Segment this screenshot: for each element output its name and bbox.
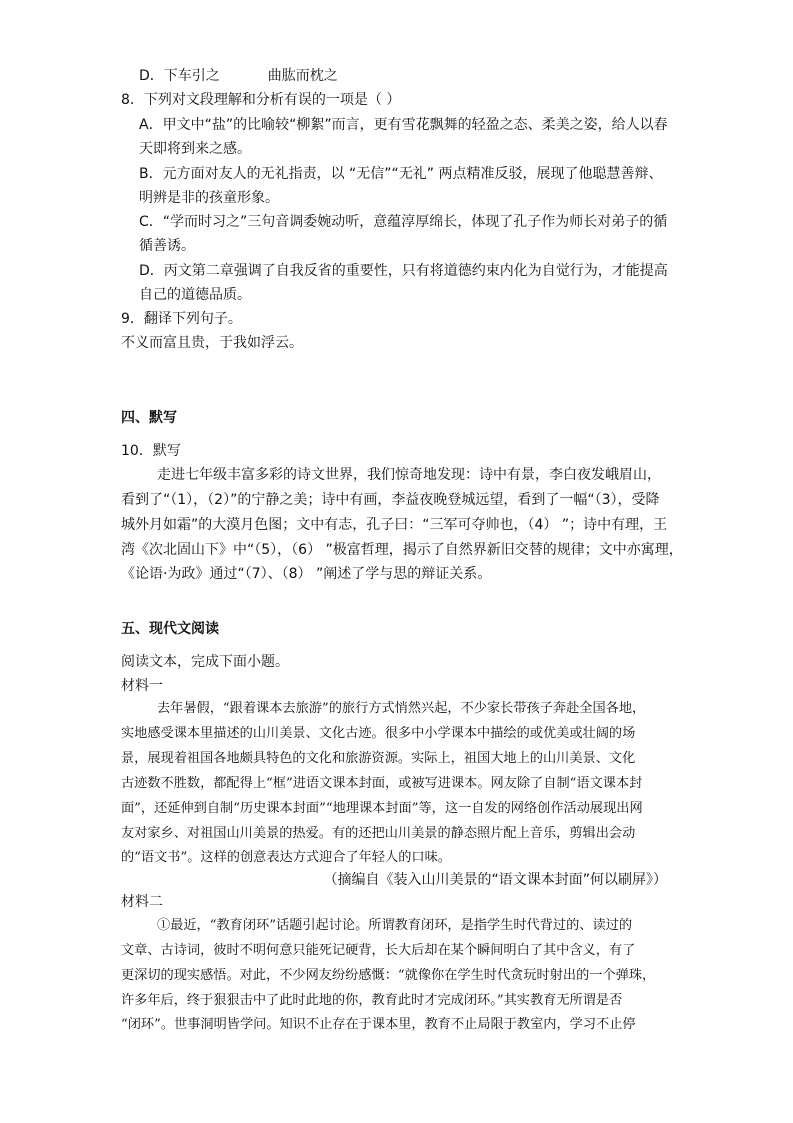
section5-instruction: 阅读文本，完成下面小题。	[121, 654, 289, 670]
q8-option-a-line2: 天即将到来之感。	[139, 141, 251, 157]
material2-line1: ①最近，“教育闭环”话题引起讨论。所谓教育闭环，是指学生时代背过的、读过的	[157, 918, 633, 933]
material2-line2: 文章、古诗词，彼时不明何意只能死记硬背，长大后却在某个瞬间明白了其中含义，有了	[121, 943, 636, 958]
q8-option-c-line1: C．“学而时习之”三句音调委婉动听，意蕴淳厚绵长，体现了孔子作为师长对弟子的循	[139, 214, 668, 230]
material1-line5: 面”，还延伸到自制“历史课本封面”“地理课本封面”等，这一自发的网络创作活动展现出网	[121, 801, 643, 816]
material2-line4: 许多年后，终于狠狠击中了此时此地的你，教育此时才完成闭环。”其实教育无所谓是否	[121, 993, 623, 1008]
q8-option-a-line1: A．甲文中“盐”的比喻较“柳絮”而言，更有雪花飘舞的轻盈之态、柔美之姿，给人以春	[139, 117, 668, 133]
q10-para-line1: 走进七年级丰富多彩的诗文世界，我们惊奇地发现：诗中有景，李白夜发峨眉山，	[157, 467, 661, 483]
q8-option-b-line2: 明辨是非的孩童形象。	[139, 190, 279, 206]
material1-line4: 古迹数不胜数，都配得上“框”进语文课本封面，或被写进课本。网友除了自制“语文课本封	[121, 776, 643, 791]
q8-option-c-line2: 循善诱。	[139, 238, 195, 254]
material1-line3: 景，展现着祖国各地颇具特色的文化和旅游资源。实际上，祖国大地上的山川美景、文化	[121, 751, 636, 766]
q8-option-b-line1: B．元方面对友人的无礼指责，以 “无信”“无礼” 两点精准反驳，展现了他聪慧善辩、	[139, 166, 663, 182]
material1-line7: 的“语文书”。这样的创意表达方式迎合了年轻人的口味。	[121, 850, 451, 865]
material1-source: （摘编自《装入山川美景的“语文课本封面”何以刷屏》）	[323, 872, 667, 888]
q10-label: 10．默写	[121, 443, 181, 459]
material1-line1: 去年暑假，“跟着课本去旅游”的旅行方式悄然兴起，不少家长带孩子奔赴全国各地，	[157, 701, 646, 716]
q9-sentence: 不义而富且贵，于我如浮云。	[121, 335, 303, 351]
material2-line5: “闭环”。世事洞明皆学问。知识不止存在于课本里，教育不止局限于教室内，学习不止停	[121, 1017, 636, 1032]
section4-title: 四、默写	[121, 410, 177, 426]
material1-line2: 实地感受课本里描述的山川美景、文化古迹。很多中小学课本中描绘的或优美或壮阔的场	[121, 726, 636, 741]
section5-title: 五、现代文阅读	[121, 621, 219, 637]
material2-line3: 更深切的现实感悟。对此，不少网友纷纷感慨：“就像你在学生时代贪玩时射出的一个弹珠，	[121, 968, 656, 983]
material1-line6: 友对家乡、对祖国山川美景的热爱。有的还把山川美景的静态照片配上音乐，剪辑出会动	[121, 826, 636, 841]
q7-option-d-second: 曲肱而枕之	[267, 68, 338, 84]
q10-para-line3: 城外月如霜”的大漠月色图；文中有志，孔子曰：“三军可夺帅也，（4） ”；诗中有理，王	[121, 517, 668, 533]
q8-option-d-line1: D．丙文第二章强调了自我反省的重要性，只有将道德约束内化为自觉行为，才能提高	[139, 263, 668, 279]
q10-para-line4: 湾《次北固山下》中“（5），（6） ”极富哲理，揭示了自然界新旧交替的规律；文中亦寓理，	[121, 542, 683, 558]
material2-label: 材料二	[121, 894, 163, 910]
q10-para-line5: 《论语·为政》通过“（7）、（8） ”阐述了学与思的辩证关系。	[121, 566, 492, 582]
material1-label: 材料一	[121, 678, 163, 694]
q8-option-d-line2: 自己的道德品质。	[139, 287, 251, 303]
q10-para-line2: 看到了“（1），（2）”的宁静之美；诗中有画，李益夜晚登城远望，看到了一幅“（3），受降	[121, 492, 660, 508]
q7-option-d	[139, 66, 338, 86]
q7-option-d-label: D．下车引之	[139, 68, 220, 84]
q9-stem: 9．翻译下列句子。	[121, 311, 242, 327]
q8-stem: 8．下列对文段理解和分析有误的一项是（ ）	[121, 92, 401, 108]
